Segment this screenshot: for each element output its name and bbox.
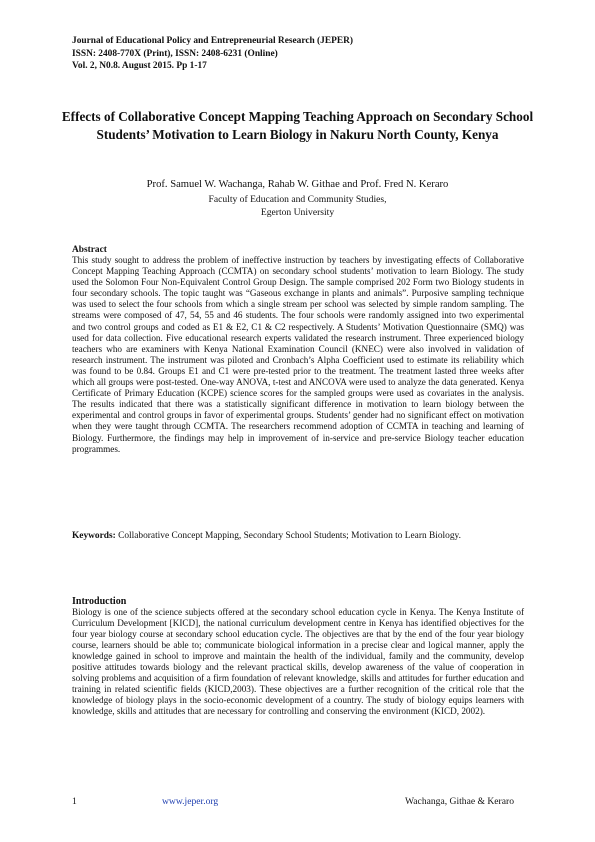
keywords-text: Collaborative Concept Mapping, Secondary School Students; Motivation to Learn Biology. [115, 531, 461, 541]
abstract-heading: Abstract [72, 245, 107, 255]
affiliation-faculty: Faculty of Education and Community Studies, [208, 194, 387, 205]
paper-title: Effects of Collaborative Concept Mapping Teaching Approach on Secondary School Students’ Motivation to Learn Biology in Nakuru North County, Kenya [61, 109, 534, 143]
affiliation [60, 193, 535, 219]
abstract-text: This study sought to address the problem of ineffective instruction by teachers by investigating effects of Collaborative Concept Mapping Teaching Approach (CCMTA) on secondary school students’ motivation to learn Biology. The study used the Solomon Four Non-Equivalent Control Group Design. The sample comprised 202 Form two Biology students in four secondary schools. The topic taught was “Gaseous exchange in plants and animals”. Purposive sampling technique was used to select the four schools from which a single stream per school was selected by simple random sampling. The streams were composed of 47, 54, 55 and 46 students. The four schools were randomly assigned into two experimental and two control groups and coded as E1 & E2, C1 & C2 respectively. A Students’ Motivation Questionnaire (SMQ) was used for data collection. Five educational research experts validated the research instrument. Three experienced biology teachers who are examiners with Kenya National Examination Council (KNEC) were also involved in validation of research instrument. The instrument was piloted and Cronbach’s Alpha Coefficient used to estimate its reliability which was found to be 0.84. Groups E1 and C1 were pre-tested prior to the treatment. The treatment lasted three weeks after which all groups were post-tested. One-way ANOVA, t-test and ANCOVA were used to analyze the data generated. Kenya Certificate of Primary Education (KCPE) science scores for the sampled groups were used as covariates in the analysis. The results indicated that there was a statistically significant difference in motivation to learn biology between the experimental and control groups in favor of experimental groups. Students’ gender had no significant effect on motivation when they were taught through CCMTA. The researchers recommend adoption of CCMTA in teaching and learning of Biology. Furthermore, the findings may help in improvement of in-service and pre-service Biology teacher education programmes. [72, 255, 524, 454]
page-number: 1 [72, 796, 77, 807]
author-list: Prof. Samuel W. Wachanga, Rahab W. Githae and Prof. Fred N. Keraro [146, 179, 449, 190]
footer-authors: Wachanga, Githae & Keraro [405, 796, 514, 807]
introduction-text: Biology is one of the science subjects offered at the secondary school education cycle in Kenya. The Kenya Institute of Curriculum Development [KICD], the national curriculum development centre in Kenya has identified objectives for the four year biology course at secondary school education cycle. The objectives are that by the end of the four year biology course, learners should be able to; communicate biological information in a precise clear and logical manner, apply the knowledge gained in school to improve and maintain the health of the individual, family and the community, develop positive attitudes towards biology and the relevant practical skills, develop awareness of the value of cooperation in solving problems and acquisition of a firm foundation of relevant knowledge, skills and attitudes for further education and training in related scientific fields (KICD,2003). These objectives are a further recognition of the critical role that the knowledge of biology plays in the socio-economic development of a country. The study of biology equips learners with knowledge, skills and attitudes that are necessary for controlling and conserving the environment (KICD, 2002). [72, 607, 524, 717]
journal-issn: ISSN: 2408-770X (Print), ISSN: 2408-6231 (Online) [72, 48, 278, 59]
affiliation-university: Egerton University [260, 207, 335, 218]
keywords-label: Keywords: [72, 531, 116, 541]
journal-header [72, 35, 532, 73]
page-footer [72, 796, 524, 810]
keywords [72, 531, 524, 543]
journal-volume: Vol. 2, N0.8. August 2015. Pp 1-17 [72, 61, 207, 72]
journal-website-link[interactable]: www.jeper.org [162, 796, 219, 807]
introduction-heading: Introduction [72, 596, 127, 607]
journal-name: Journal of Educational Policy and Entrepreneurial Research (JEPER) [72, 36, 353, 46]
